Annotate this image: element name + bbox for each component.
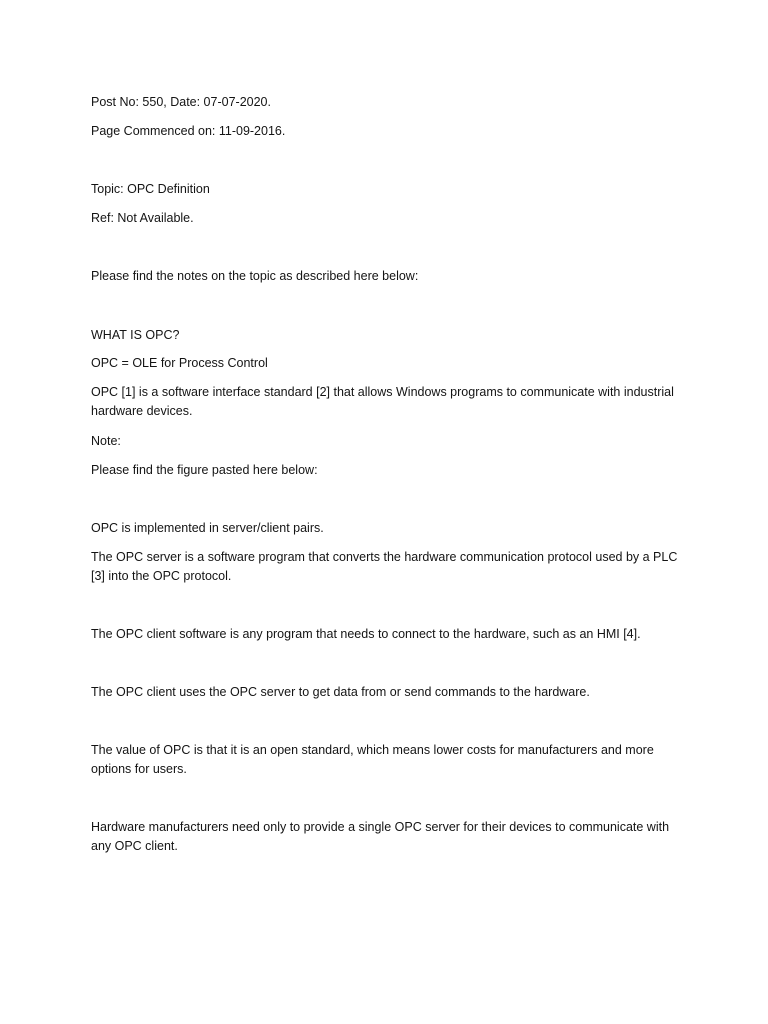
acronym-definition: OPC = OLE for Process Control <box>91 356 268 370</box>
opc-definition-paragraph: OPC [1] is a software interface standard [2] that allows Windows programs to communicate with industrial hardware devices. <box>91 385 674 418</box>
page-commenced: Page Commenced on: 11-09-2016. <box>91 124 286 138</box>
topic: Topic: OPC Definition <box>91 182 210 196</box>
figure-note: Please find the figure pasted here below: <box>91 463 318 477</box>
reference: Ref: Not Available. <box>91 211 194 225</box>
client-uses-paragraph: The OPC client uses the OPC server to get data from or send commands to the hardware. <box>91 685 590 699</box>
section-heading: WHAT IS OPC? <box>91 328 180 342</box>
note-label: Note: <box>91 434 121 448</box>
value-paragraph: The value of OPC is that it is an open standard, which means lower costs for manufacturers and more options for users. <box>91 743 654 776</box>
implementation-paragraph: OPC is implemented in server/client pairs. <box>91 521 324 535</box>
manufacturers-paragraph: Hardware manufacturers need only to provide a single OPC server for their devices to communicate with any OPC client. <box>91 820 670 853</box>
intro-text: Please find the notes on the topic as described here below: <box>91 269 419 283</box>
client-software-paragraph: The OPC client software is any program that needs to connect to the hardware, such as an HMI [4]. <box>91 627 641 641</box>
server-paragraph: The OPC server is a software program that converts the hardware communication protocol used by a PLC [3] into the OPC protocol. <box>91 550 678 583</box>
post-info: Post No: 550, Date: 07-07-2020. <box>91 95 271 109</box>
